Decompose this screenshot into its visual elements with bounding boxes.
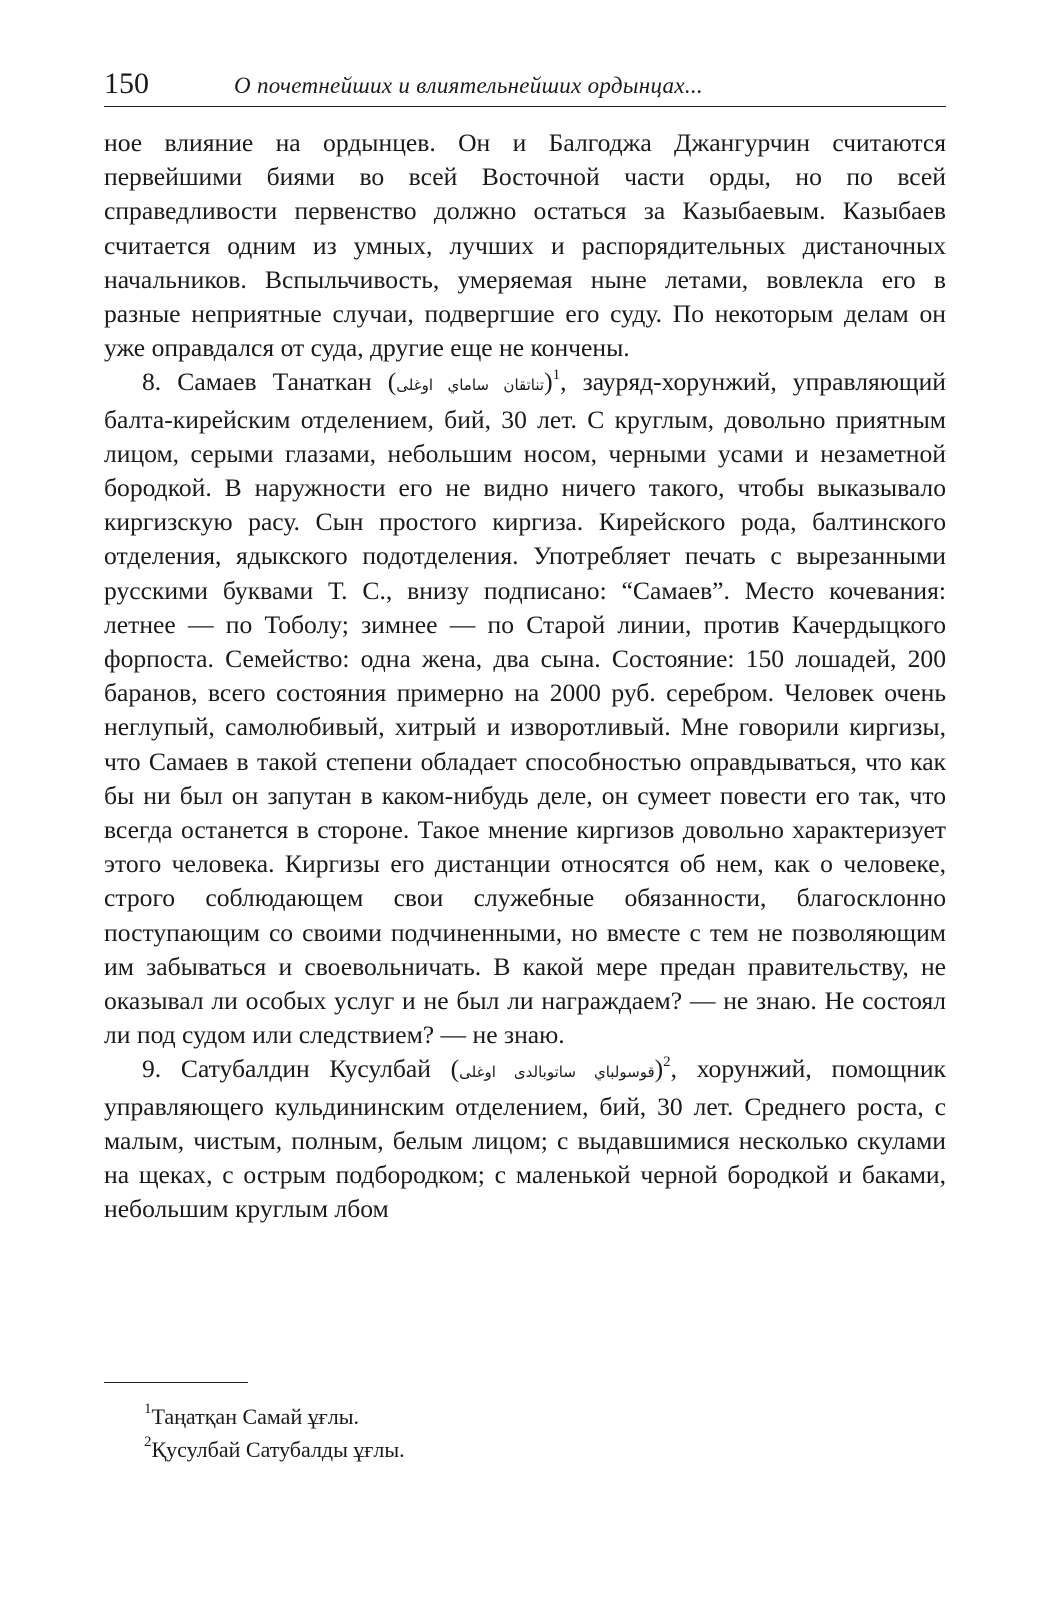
footnote-text: Таңатқан Самай ұғлы. [151, 1404, 359, 1429]
bracket-close: ) [654, 1054, 664, 1084]
entry-heading: 9. Сатубалдин Кусулбай ( [142, 1054, 460, 1084]
paragraph-entry-9 [104, 1052, 946, 1226]
arabic-script-name: ﺗﻨﺎﺗﻘﺎﻥ ﺳﺎﻣﺎﻱ ﺍﻭﻏﻠﻰ [396, 376, 545, 395]
entry-heading: 8. Самаев Танаткан ( [142, 367, 397, 397]
footnote-ref[interactable]: 2 [663, 1054, 671, 1071]
footnote-number: 1 [144, 1400, 152, 1417]
footnote-text: Қусулбай Сатубалды ұғлы. [151, 1437, 405, 1462]
footnote-number: 2 [144, 1433, 152, 1450]
footnote-2 [144, 1433, 944, 1466]
main-text [104, 126, 946, 1227]
paragraph-continuation: ное влияние на ордынцев. Он и Балгоджа Джангурчин считаются первейшими биями во всей Восточной части орды, но по всей справедливости первенство должно остаться за Казыбаевым. Казыбаев считается одним из умных, лучших и распорядительных дистаночных начальников. Вспыльчивость, умеряемая ныне летами, вовлекла его в разные неприятные случаи, подвергшие его суду. По некоторым делам он уже оправдался от суда, другие еще не кончены. [104, 128, 946, 363]
footnote-divider [104, 1382, 248, 1383]
running-title: О почетнейших и влиятельнейших ордынцах... [234, 73, 703, 98]
bracket-close: ) [544, 367, 553, 397]
paragraph-entry-8 [104, 365, 946, 1052]
entry-body: , зауряд-хорунжий, управляющий балта-кирейским отделением, бий, 30 лет. С круглым, довольно приятным лицом, серыми глазами, небольшим носом, черными усами и незаметной бородкой. В наружности его не видно ничего такого, чтобы выказывало киргизскую расу. Сын простого киргиза. Кирейского рода, балтинского отделения, ядыкского подотделения. Употребляет печать с вырезанными русскими буквами Т. С., внизу подписано: “Самаев”. Место кочевания: летнее — по Тоболу; зимнее — по Старой линии, против Качердыцкого форпоста. Семейство: одна жена, два сына. Состояние: 150 лошадей, 200 баранов, всего состояния примерно на 2000 руб. серебром. Человек очень неглупый, самолюбивый, хитрый и изворотливый. Мне говорили киргизы, что Самаев в такой степени обладает способностью оправдываться, что как бы ни был он запутан в каком-нибудь деле, он сумеет повести его так, что всегда останется в стороне. Такое мнение киргизов довольно характеризует этого человека. Киргизы его дистанции относятся об нем, как о человеке, строго соблюдающем свои служебные обязанности, благосклонно поступающим со своими подчиненными, но вместе с тем не позволяющим им забываться и своевольничать. В какой мере предан правительству, не оказывал ли особых услуг и не был ли награждаем? — не знаю. Не состоял ли под судом или следствием? — не знаю. [104, 367, 946, 1050]
page-header [104, 66, 946, 107]
page-number: 150 [104, 67, 149, 100]
entry-body: , хорунжий, помощник управляющего кульдининским отделением, бий, 30 лет. Среднего роста, с малым, чистым, полным, белым лицом; с выдавшимися несколько скулами на щеках, с острым подбородком; с маленькой черной бородкой и баками, небольшим круглым лбом [104, 1054, 946, 1224]
arabic-script-name: ﻗﻮﺳﻮﻟﺒﺎﻱ ﺳﺎﺗﻮﺑﺎﻟﺪﻯ ﺍﻭﻏﻠﻰ [459, 1063, 655, 1082]
footnotes [144, 1400, 944, 1466]
footnote-ref[interactable]: 1 [552, 367, 561, 384]
footnote-1 [144, 1400, 944, 1433]
